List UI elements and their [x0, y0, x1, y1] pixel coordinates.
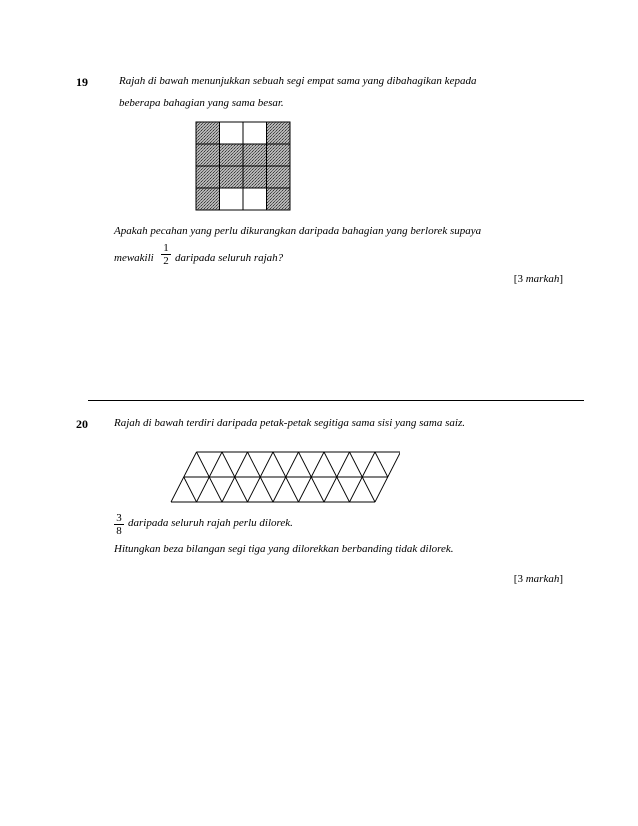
shaded-cell: [220, 166, 244, 188]
triangle-edge-line: [171, 477, 184, 502]
triangle-edge-line: [222, 452, 235, 477]
q20-marks-number: 3: [517, 573, 523, 585]
triangle-edge-line: [388, 452, 400, 477]
q19-question-suffix: daripada seluruh rajah?: [175, 252, 284, 264]
q19-intro-line2: beberapa bahagian yang sama besar.: [119, 97, 284, 109]
section-divider: [88, 400, 584, 401]
shaded-cell: [267, 188, 291, 210]
q20-intro-line1: Rajah di bawah terdiri daripada petak-petak segitiga sama sisi yang sama saiz.: [114, 417, 465, 429]
shaded-cell: [196, 144, 220, 166]
triangle-edge-line: [362, 452, 375, 477]
q19-question-prefix: mewakili: [114, 252, 154, 264]
unshaded-cell: [243, 188, 267, 210]
shaded-cell: [220, 144, 244, 166]
triangle-edge-line: [197, 477, 210, 502]
triangle-edge-line: [299, 452, 312, 477]
triangle-edge-line: [235, 452, 248, 477]
triangle-edge-line: [222, 477, 235, 502]
q20-fraction: [113, 512, 125, 537]
shaded-square-grid: [195, 121, 291, 211]
triangle-edge-line: [311, 477, 324, 502]
shaded-cell: [243, 166, 267, 188]
triangle-edge-line: [273, 477, 286, 502]
q20-fraction-numerator: 3: [116, 512, 122, 524]
unshaded-cell: [220, 188, 244, 210]
triangle-edge-line: [337, 452, 350, 477]
unshaded-cell: [220, 122, 244, 144]
unshaded-cell: [243, 122, 267, 144]
shaded-cell: [267, 144, 291, 166]
triangle-edge-line: [324, 452, 337, 477]
q19-fraction: [160, 242, 172, 267]
shaded-cell: [196, 122, 220, 144]
triangle-edge-line: [350, 452, 363, 477]
q19-question-line1: Apakah pecahan yang perlu dikurangkan daripada bahagian yang berlorek supaya: [114, 225, 482, 237]
triangle-edge-line: [184, 452, 197, 477]
triangle-edge-line: [286, 477, 299, 502]
triangle-edge-line: [273, 452, 286, 477]
triangle-edge-line: [375, 477, 388, 502]
shaded-cell: [267, 166, 291, 188]
q20-number: 20: [76, 417, 88, 431]
triangle-edge-line: [260, 452, 273, 477]
triangle-edge-line: [375, 452, 388, 477]
triangle-edge-line: [286, 452, 299, 477]
q20-fraction-suffix: daripada seluruh rajah perlu dilorek.: [128, 517, 293, 529]
shaded-cell: [243, 144, 267, 166]
shaded-cell: [267, 122, 291, 144]
triangle-edge-line: [260, 477, 273, 502]
triangle-edge-line: [311, 452, 324, 477]
triangle-edge-line: [209, 452, 222, 477]
q19-fraction-numerator: 1: [163, 242, 169, 254]
triangle-edge-line: [209, 477, 222, 502]
q19-marks-word: markah: [525, 273, 560, 285]
q20-fraction-denominator: 8: [116, 525, 122, 537]
triangle-edge-line: [184, 477, 197, 502]
q20-instruction: Hitungkan beza bilangan segi tiga yang dilorekkan berbanding tidak dilorek.: [114, 543, 454, 555]
triangle-edge-line: [235, 477, 248, 502]
shaded-cell: [196, 188, 220, 210]
triangle-edge-line: [337, 477, 350, 502]
shaded-cell: [196, 166, 220, 188]
triangle-edge-line: [248, 452, 261, 477]
triangle-grid: [170, 451, 400, 506]
q19-fraction-denominator: 2: [163, 255, 169, 267]
q19-number: 19: [76, 75, 88, 89]
q19-marks-number: 3: [517, 273, 523, 285]
q20-marks: [3 markah]: [513, 573, 563, 585]
q20-marks-word: markah: [525, 573, 560, 585]
triangle-edge-line: [248, 477, 261, 502]
q19-intro-line1: Rajah di bawah menunjukkan sebuah segi empat sama yang dibahagikan kepada: [119, 75, 477, 87]
triangle-edge-line: [197, 452, 210, 477]
q19-marks: [3 markah]: [513, 273, 563, 285]
triangle-edge-line: [299, 477, 312, 502]
triangle-edge-line: [362, 477, 375, 502]
triangle-edge-line: [350, 477, 363, 502]
triangle-edge-line: [324, 477, 337, 502]
